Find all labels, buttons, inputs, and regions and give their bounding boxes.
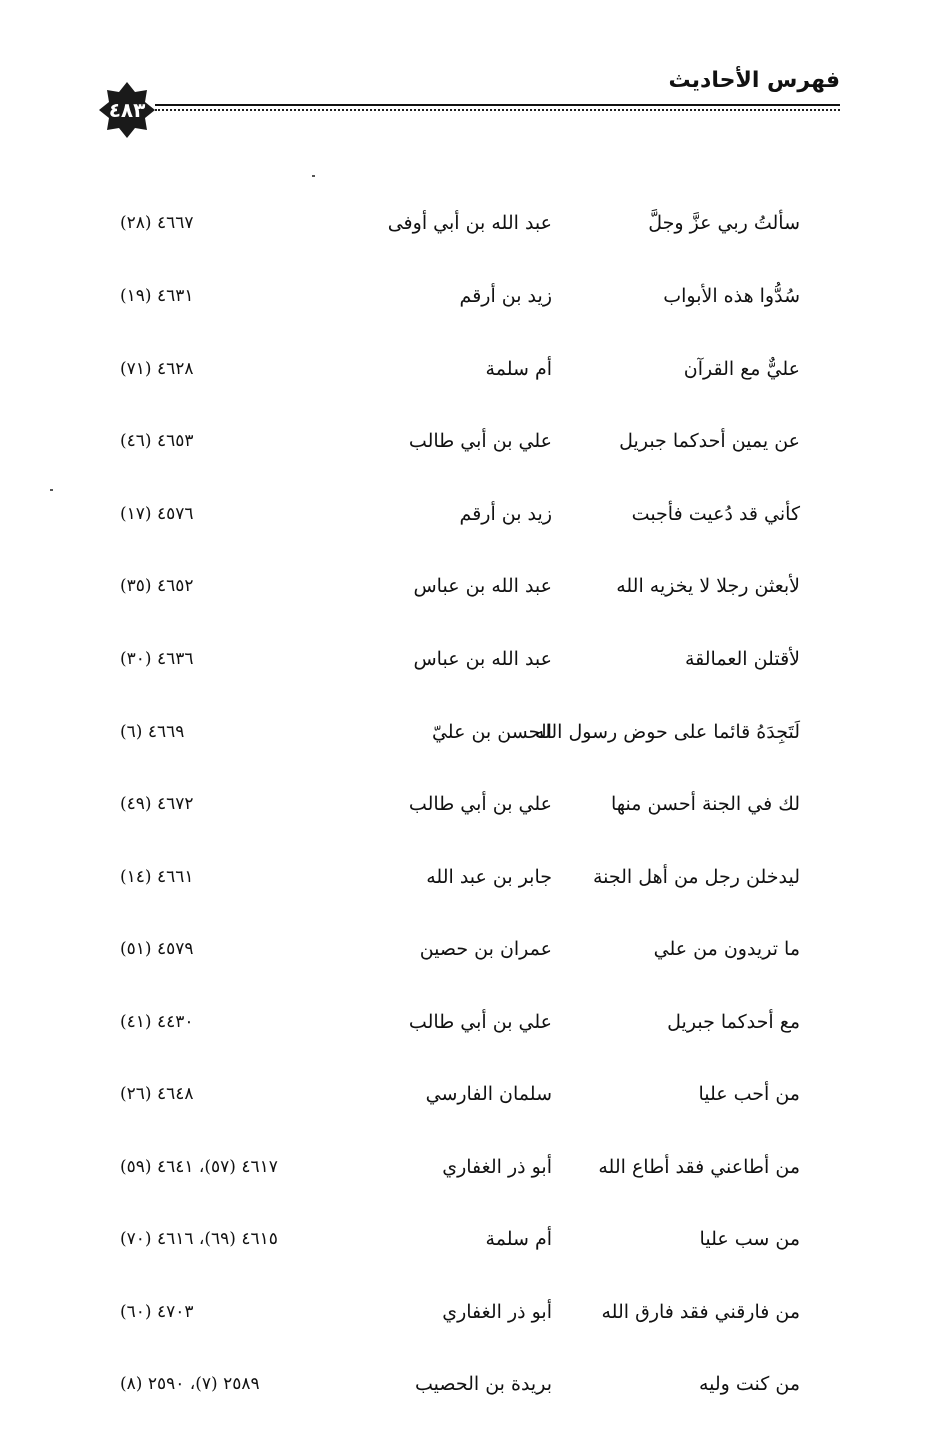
narrator-name: جابر بن عبد الله: [426, 866, 552, 888]
hadith-text: من كنت وليه: [698, 1373, 800, 1395]
hadith-text: عن يمين أحدكما جبريل: [619, 430, 800, 452]
hadith-text: لَتَجِدَهُ قائما على حوض رسول الله: [534, 721, 800, 743]
hadith-references: ٤٦٥٣ (٤٦): [120, 431, 194, 451]
hadith-text: عليٌّ مع القرآن: [683, 358, 800, 380]
hadith-references: ٢٥٨٩ (٧)، ٢٥٩٠ (٨): [120, 1374, 260, 1394]
hadith-text: سُدُّوا هذه الأبواب: [663, 285, 800, 307]
hadith-text: لك في الجنة أحسن منها: [610, 793, 800, 815]
hadith-text: سألتُ ربي عزَّ وجلَّ: [648, 212, 800, 234]
narrator-name: أبو ذر الغفاري: [442, 1156, 552, 1178]
table-row: [0, 712, 940, 752]
hadith-references: ٤٦٦١ (١٤): [120, 867, 194, 887]
narrator-name: الحسن بن عليّ: [431, 721, 552, 743]
table-row: [0, 639, 940, 679]
hadith-text: من أطاعني فقد أطاع الله: [598, 1156, 800, 1178]
table-row: [0, 1219, 940, 1259]
narrator-name: عبد الله بن أبي أوفى: [387, 212, 552, 234]
hadith-text: لأقتلن العمالقة: [684, 648, 800, 670]
narrator-name: أم سلمة: [485, 1228, 552, 1250]
hadith-references: ٤٤٣٠ (٤١): [120, 1012, 194, 1032]
hadith-references: ٤٦٦٩ (٦): [120, 722, 185, 742]
page-title: فهرس الأحاديث: [668, 68, 840, 93]
hadith-references: ٤٦٤٨ (٢٦): [120, 1084, 194, 1104]
narrator-name: زيد بن أرقم: [459, 285, 552, 307]
hadith-text: من فارقني فقد فارق الله: [601, 1301, 800, 1323]
narrator-name: علي بن أبي طالب: [408, 1011, 552, 1033]
table-row: [0, 1074, 940, 1114]
narrator-name: سلمان الفارسي: [425, 1083, 552, 1105]
hadith-references: ٤٦٣١ (١٩): [120, 286, 194, 306]
hadith-text: لأبعثن رجلا لا يخزيه الله: [616, 575, 800, 597]
table-row: [0, 494, 940, 534]
narrator-name: عمران بن حصين: [419, 938, 552, 960]
hadith-references: ٤٦٥٢ (٣٥): [120, 576, 194, 596]
narrator-name: بريدة بن الحصيب: [414, 1373, 552, 1395]
page-number: ٤٨٣: [108, 98, 146, 122]
hadith-references: ٤٦٧٢ (٤٩): [120, 794, 194, 814]
hadith-text: ليدخلن رجل من أهل الجنة: [592, 866, 800, 888]
narrator-name: عبد الله بن عباس: [413, 575, 552, 597]
hadith-references: ٤٦١٥ (٦٩)، ٤٦١٦ (٧٠): [120, 1229, 278, 1249]
hadith-text: من سب عليا: [699, 1228, 800, 1250]
hadith-references: ٤٦٣٦ (٣٠): [120, 649, 194, 669]
table-row: [0, 1292, 940, 1332]
narrator-name: أبو ذر الغفاري: [442, 1301, 552, 1323]
narrator-name: عبد الله بن عباس: [413, 648, 552, 670]
narrator-name: أم سلمة: [485, 358, 552, 380]
table-row: [0, 566, 940, 606]
table-row: [0, 857, 940, 897]
table-row: [0, 203, 940, 243]
hadith-references: ٤٥٧٩ (٥١): [120, 939, 194, 959]
hadith-text: ما تريدون من علي: [653, 938, 800, 960]
table-row: [0, 349, 940, 389]
hadith-references: ٤٦٢٨ (٧١): [120, 359, 194, 379]
hadith-references: ٤٦١٧ (٥٧)، ٤٦٤١ (٥٩): [120, 1157, 278, 1177]
table-row: [0, 1002, 940, 1042]
narrator-name: علي بن أبي طالب: [408, 793, 552, 815]
table-row: [0, 1147, 940, 1187]
hadith-text: مع أحدكما جبريل: [667, 1011, 800, 1033]
table-row: [0, 929, 940, 969]
hadith-references: ٤٧٠٣ (٦٠): [120, 1302, 194, 1322]
hadith-references: ٤٥٧٦ (١٧): [120, 504, 194, 524]
hadith-text: كأني قد دُعيت فأجبت: [631, 503, 800, 525]
hadith-text: من أحب عليا: [698, 1083, 800, 1105]
table-row: [0, 421, 940, 461]
hadith-references: ٤٦٦٧ (٢٨): [120, 213, 194, 233]
narrator-name: زيد بن أرقم: [459, 503, 552, 525]
narrator-name: علي بن أبي طالب: [408, 430, 552, 452]
table-row: [0, 784, 940, 824]
table-row: [0, 1364, 940, 1404]
table-row: [0, 276, 940, 316]
